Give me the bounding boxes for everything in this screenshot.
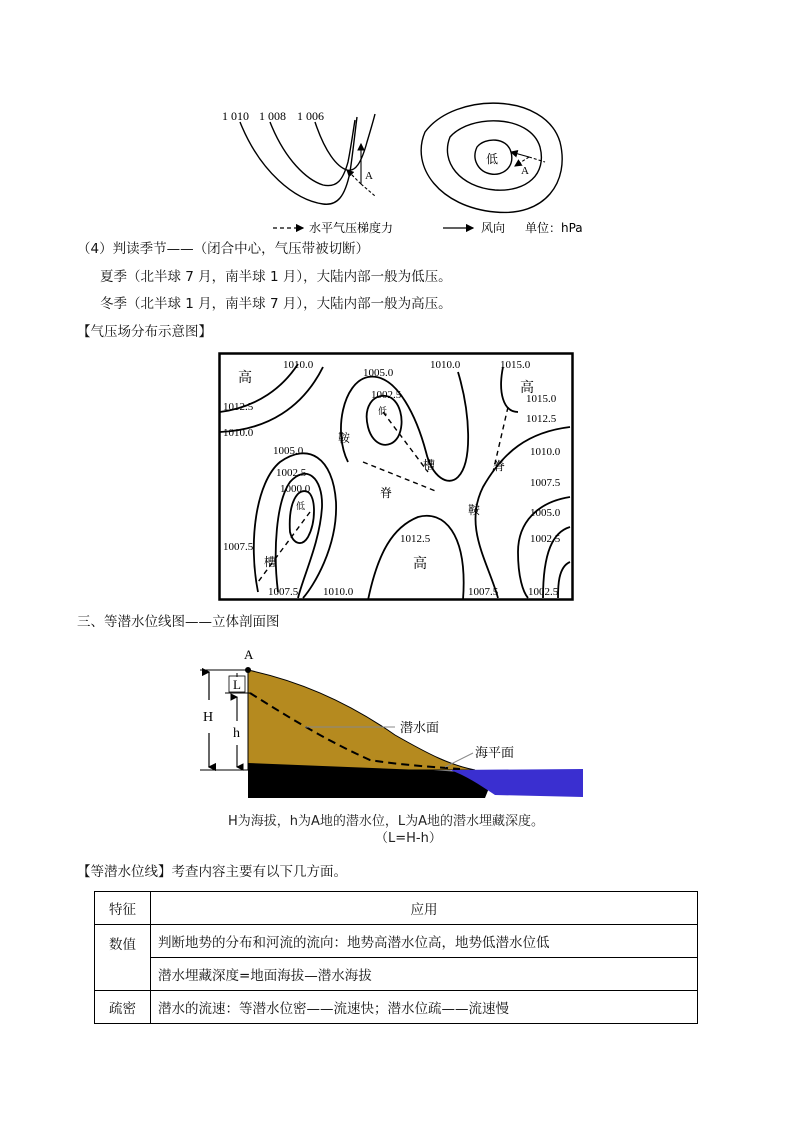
table-header-cell: 应用 <box>151 892 698 925</box>
svg-text:1015.0: 1015.0 <box>500 359 531 371</box>
contour-section-heading: 【等潜水位线】考查内容主要有以下几方面。 <box>77 864 347 880</box>
svg-text:1007.5: 1007.5 <box>530 477 561 489</box>
pressure-label-saddle: 鞍 <box>468 503 481 517</box>
svg-text:1012.5: 1012.5 <box>526 413 557 425</box>
isobar-line <box>315 114 375 170</box>
table-header-row <box>95 892 698 925</box>
legend-unit: 单位：hPa <box>525 221 583 235</box>
point-a-label: A <box>365 170 373 182</box>
legend-gradient-force: 水平气压梯度力 <box>309 221 394 235</box>
pressure-field-figure <box>218 352 574 602</box>
pressure-field-heading: 【气压场分布示意图】 <box>77 324 212 340</box>
label-h: h <box>233 726 240 741</box>
table-header-cell: 特征 <box>95 892 151 925</box>
table-application-cell: 潜水的流速：等潜水位密——流速快；潜水位疏——流速慢 <box>151 991 698 1024</box>
table-feature-cell: 数值 <box>95 925 151 991</box>
groundwater-section-figure <box>195 645 595 845</box>
figure-caption: H为海拔，h为A地的潜水位，L为A地的潜水埋藏深度。 <box>228 814 545 829</box>
label-H: H <box>203 710 214 725</box>
isobar-label: 1 008 <box>259 109 286 123</box>
svg-text:1010.0: 1010.0 <box>430 359 461 371</box>
svg-text:1010.0: 1010.0 <box>323 586 354 598</box>
svg-text:1005.0: 1005.0 <box>363 367 394 379</box>
svg-text:1010.0: 1010.0 <box>530 446 561 458</box>
legend-wind-direction: 风向 <box>481 221 506 235</box>
feature-table <box>94 891 698 1024</box>
table-row <box>95 991 698 1024</box>
pressure-label-ridge: 脊 <box>493 459 506 473</box>
season-winter: 冬季（北半球 1 月，南半球 7 月），大陆内部一般为高压。 <box>100 296 452 312</box>
pressure-label-high: 高 <box>238 370 252 386</box>
isobar-line <box>240 117 357 204</box>
pressure-label-saddle: 鞍 <box>338 431 351 445</box>
svg-text:1012.5: 1012.5 <box>400 533 431 545</box>
pressure-label-trough: 槽 <box>264 555 277 569</box>
season-summer: 夏季（北半球 7 月，南半球 1 月），大陆内部一般为低压。 <box>100 269 452 285</box>
label-L: L <box>233 677 241 692</box>
svg-text:1007.5: 1007.5 <box>223 541 254 553</box>
sea-level-label: 海平面 <box>475 746 515 761</box>
svg-text:1010.0: 1010.0 <box>223 427 254 439</box>
svg-text:1007.5: 1007.5 <box>468 586 499 598</box>
svg-text:1012.5: 1012.5 <box>223 401 254 413</box>
svg-text:1002.5: 1002.5 <box>276 467 307 479</box>
isobar-line <box>270 120 355 186</box>
pressure-label-low: 低 <box>378 407 388 417</box>
pressure-label-high: 高 <box>413 556 427 572</box>
svg-text:1002.5: 1002.5 <box>530 533 561 545</box>
figure-caption-formula: （L=H-h） <box>375 831 442 845</box>
svg-text:1005.0: 1005.0 <box>530 507 561 519</box>
season-heading: （4）判读季节——（闭合中心，气压带被切断） <box>77 241 370 257</box>
svg-text:1000.0: 1000.0 <box>280 483 311 495</box>
svg-text:1007.5: 1007.5 <box>268 586 299 598</box>
svg-text:1005.0: 1005.0 <box>273 445 304 457</box>
isobar-label: 1 010 <box>222 109 249 123</box>
svg-text:1002.5: 1002.5 <box>371 389 402 401</box>
pressure-label-low: 低 <box>296 502 306 512</box>
isobar-wind-figure <box>215 92 615 242</box>
svg-text:1010.0: 1010.0 <box>283 359 314 371</box>
table-row <box>95 925 698 958</box>
point-a-label: A <box>244 647 254 662</box>
table-row <box>95 958 698 991</box>
low-pressure-label: 低 <box>486 152 499 166</box>
table-feature-cell: 疏密 <box>95 991 151 1024</box>
isobar-label: 1 006 <box>297 109 324 123</box>
table-application-cell: 判断地势的分布和河流的流向：地势高潜水位高，地势低潜水位低 <box>151 925 698 958</box>
svg-text:1015.0: 1015.0 <box>526 393 557 405</box>
pressure-label-trough: 槽 <box>423 458 436 472</box>
pressure-label-high: 高 <box>520 380 534 396</box>
point-a-label: A <box>521 165 529 177</box>
section3-heading: 三、等潜水位线图——立体剖面图 <box>77 614 280 630</box>
table-application-cell: 潜水埋藏深度=地面海拔—潜水海拔 <box>151 958 698 991</box>
svg-text:1002.5: 1002.5 <box>528 586 559 598</box>
water-table-label: 潜水面 <box>400 721 440 736</box>
pressure-label-ridge: 脊 <box>380 486 393 500</box>
